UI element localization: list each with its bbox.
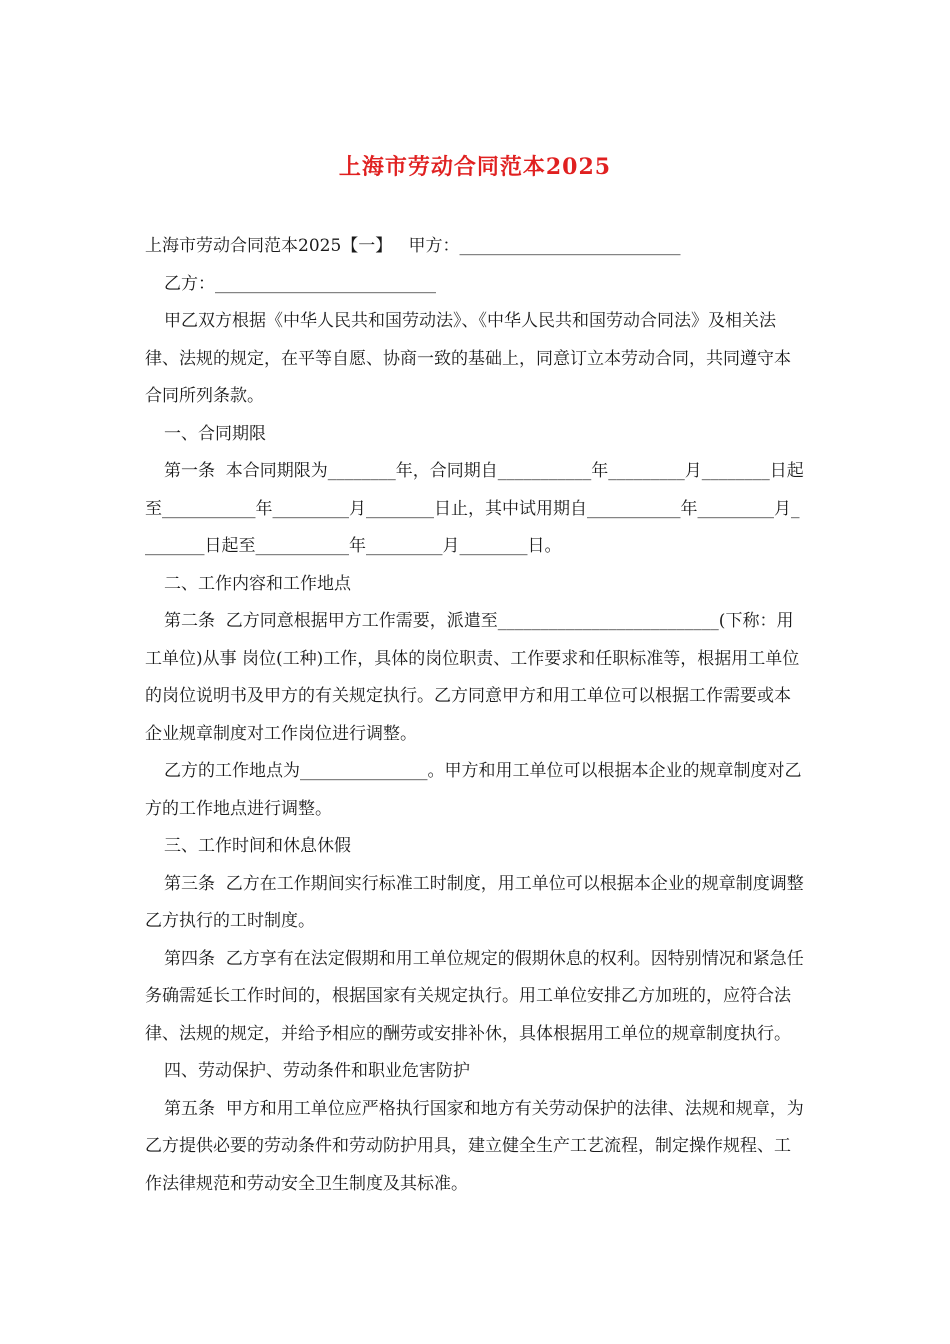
section-heading-1: 一、合同期限 xyxy=(164,423,266,444)
article-5: 第五条 甲方和用工单位应严格执行国家和地方有关劳动保护的法律、法规和规章，为乙方提供必要的劳动条件和劳动防护用具，建立健全生产工艺流程，制定操作规程、工作法律规范和劳动安全卫生制度及其标准。 xyxy=(145,1098,804,1194)
article-2: 第二条 乙方同意根据甲方工作需要，派遣至__________________________(下称：用工单位)从事 岗位(工种)工作，具体的岗位职责、工作要求和任职标准等，根据用工单位的岗位说明书及甲方的有关规定执行。乙方同意甲方和用工单位可以根据工作需要或本企业规章制度对工作岗位进行调整。 xyxy=(145,611,800,744)
paragraph-preamble: 甲乙双方根据《中华人民共和国劳动法》、《中华人民共和国劳动合同法》及相关法律、法规的规定，在平等自愿、协商一致的基础上，同意订立本劳动合同，共同遵守本合同所列条款。 xyxy=(145,311,791,406)
paragraph-intro: 上海市劳动合同范本2025【一】 甲方：__________________________ xyxy=(145,236,681,256)
document-title: 上海市劳动合同范本2025 xyxy=(338,154,612,180)
article-1: 第一条 本合同期限为________年，合同期自___________年_________月________日起至___________年_________月________日止，其中试用期自___________年_________月________日起至___________年_________月________日。 xyxy=(145,461,804,556)
paragraph-work-location: 乙方的工作地点为_______________。甲方和用工单位可以根据本企业的规章制度对乙方的工作地点进行调整。 xyxy=(145,761,802,819)
article-4: 第四条 乙方享有在法定假期和用工单位规定的假期休息的权利。因特别情况和紧急任务确需延长工作时间的，根据国家有关规定执行。用工单位安排乙方加班的，应符合法律、法规的规定，并给予相应的酬劳或安排补休，具体根据用工单位的规章制度执行。 xyxy=(145,948,804,1044)
paragraph-party-b: 乙方：__________________________ xyxy=(164,273,436,294)
article-3: 第三条 乙方在工作期间实行标准工时制度，用工单位可以根据本企业的规章制度调整乙方执行的工时制度。 xyxy=(145,873,804,931)
document-body xyxy=(145,228,805,1203)
section-heading-3: 三、工作时间和休息休假 xyxy=(164,836,351,856)
section-heading-4: 四、劳动保护、劳动条件和职业危害防护 xyxy=(164,1061,470,1081)
section-heading-2: 二、工作内容和工作地点 xyxy=(164,573,351,594)
